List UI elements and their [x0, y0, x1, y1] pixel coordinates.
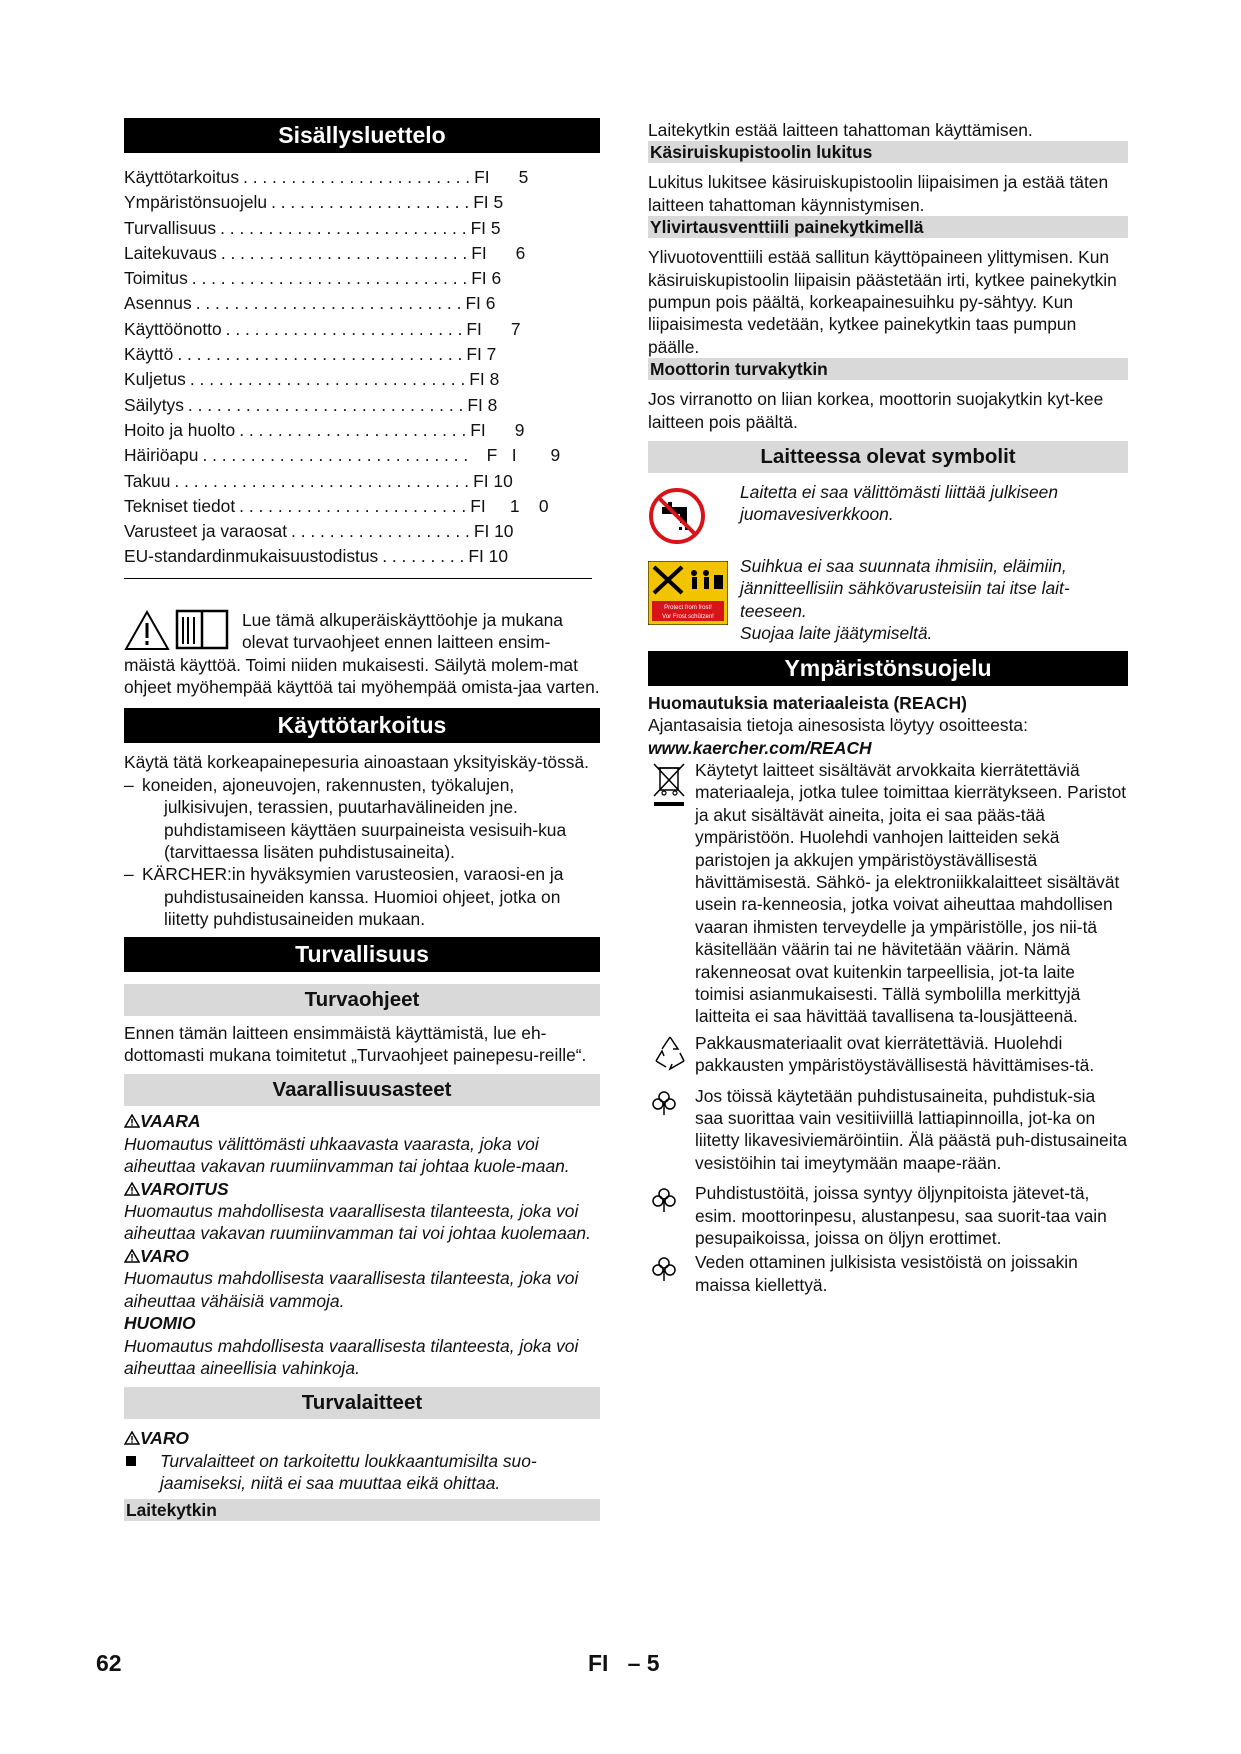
symbol-row-water	[648, 481, 1128, 545]
moottori-text: Jos virranotto on liian korkea, moottorin suojakytkin kyt-kee laitteen pois päältä.	[648, 389, 1104, 432]
warning-icon	[124, 1431, 140, 1445]
heading-laitekytkin: Laitekytkin	[124, 1499, 600, 1521]
turvalaitteet-bullet: Turvalaitteet on tarkoitettu loukkaantumisilta suo-jaamiseksi, niitä ei saa muuttaa eikä ohittaa.	[124, 1450, 600, 1495]
toc-page: FI 10	[473, 470, 513, 491]
toc-dots: . . . . . . . . . . . . . . . . . . . . . . . . . . . . .	[191, 268, 468, 289]
toc-dots: . . . . . . . . . . . . . . . . . . . . . . . .	[239, 419, 467, 440]
toc-row[interactable]	[124, 367, 592, 392]
toc-page: FI 6	[471, 268, 502, 289]
warning-icon	[124, 1182, 140, 1196]
env-item-water-intake: Veden ottaminen julkisista vesistöistä on joissakin maissa kiellettyä.	[648, 1251, 1128, 1296]
varo-text: Huomautus mahdollisesta vaarallisesta tilanteesta, joka voi aiheuttaa vähäisiä vammoja.	[124, 1268, 579, 1311]
toc-row[interactable]	[124, 342, 592, 367]
toc-dots: . . . . . . . . . . . . . . . . . . . . . . . . . . . . .	[187, 394, 464, 415]
manual-book-icon	[174, 609, 230, 651]
intro-text-rest: mäistä käyttöä. Toimi niiden mukaisesti. Säilytä molem-mat ohjeet myöhempää käyttöä tai myöhempää omista-jaa varten.	[124, 654, 600, 697]
env-item-oil-wastewater: Puhdistustöitä, joissa syntyy öljynpitoista jätevet-tä, esim. moottorinpesu, alustanpesu, saa suorit-taa vain pesupaikoissa, joissa on öljyn erottimet.	[648, 1182, 1128, 1249]
toc-label: Hoito ja huolto	[124, 419, 236, 440]
square-bullet-icon	[126, 1456, 136, 1466]
toc-label: Varusteet ja varaosat	[124, 521, 288, 542]
env-item-weee: Käytetyt laitteet sisältävät arvokkaita kierrätettäviä materiaaleja, jotka tulee toimittaa kierrätykseen. Paristot ja akut sisältävät aineita, joita ei saa pääs-tää ympäristöön. Huolehdi vanhojen laitteiden sekä paristojen ja akkujen ympäristöystävällisestä hävittämisestä. Sähkö- ja elektroniikkalaitteet sisältävät usein ra-kenneosia, jotka voivat aiheuttaa mahdollisen vaaran ihmisten terveydelle ja ympäristölle, jos nii-tä käsitellään väärin tai ne hävitetään väärin. Nämä rakenneosat ovat kuitenkin tarpeellisia, jot-ta laite toimisi asianmukaisesti. Tällä symbolilla merkittyjä laitteita ei saa hävittää tavallisena ta-lousjätteenä.	[648, 759, 1128, 1028]
heading-ymparistonsuojelu: Ympäristönsuojelu	[648, 651, 1128, 686]
toc-page: F I 9	[472, 445, 561, 466]
vaara-text: Huomautus välittömästi uhkaavasta vaarasta, joka voi aiheuttaa vakavan ruumiinvamman tai johtaa kuole-maan.	[124, 1133, 570, 1177]
toc-label: EU-standardinmukaisuustodistus	[124, 546, 379, 567]
heading-kayttotarkoitus: Käyttötarkoitus	[124, 708, 600, 743]
toc-row[interactable]	[124, 241, 592, 266]
reach-link[interactable]: www.kaercher.com/REACH	[648, 737, 872, 758]
warning-icon	[124, 1114, 140, 1128]
varoitus-label: VAROITUS	[124, 1178, 600, 1200]
env-item-packaging: Pakkausmateriaalit ovat kierrätettäviä. Huolehdi pakkausten ympäristöystävällisestä hävittämises-tä.	[648, 1032, 1128, 1077]
symbol-frost-text: Suojaa laite jäätymiseltä.	[740, 623, 933, 644]
ylivirtaus-text: Ylivuotoventtiili estää sallitun käyttöpaineen ylittymisen. Kun käsiruiskupistoolin liipaisin päästetään irti, kytkee painekytkin pumpun pois päältä, korkeapainesuihku py-sähtyy. Kun liipaisimesta vedetään, kytkee painekytkin taas pumpun päälle.	[648, 247, 1117, 357]
toc-row[interactable]	[124, 418, 592, 443]
warning-icon	[124, 1249, 140, 1263]
toc-label: Turvallisuus	[124, 217, 217, 238]
jet-warning-label-2: Vor Frost schützen!	[662, 614, 714, 621]
no-drinking-water-connection-icon	[648, 487, 706, 545]
toc-row[interactable]	[124, 216, 592, 241]
intro-block	[124, 609, 600, 699]
toc-dots: . . . . . . . . . . . . . . . . . . . . . . . . . . . .	[195, 293, 462, 314]
toc-page: FI 6	[471, 242, 526, 263]
left-column	[124, 118, 600, 1521]
warning-triangle-icon	[124, 609, 170, 651]
recycling-icon	[650, 1033, 690, 1073]
kaytto-list-item: – koneiden, ajoneuvojen, rakennusten, työkalujen, julkisivujen, terassien, puutarhavälineiden jne. puhdistamiseen käyttäen suurpaineista vesisuih-kua (tarvittaessa lisäten puhdistusaineita).	[124, 774, 567, 862]
toc-dots: . . . . . . . . . . . . . . . . . . . . . . . . . .	[220, 242, 468, 263]
intro-text-first: Lue tämä alkuperäiskäyttöohje ja mukana olevat turvaohjeet ennen laitteen ensim-	[242, 609, 563, 653]
toc-dots: . . . . . . . . . . . . . . . . . . . . . . . . . . . .	[202, 445, 469, 466]
toc-page: FI 10	[473, 521, 514, 542]
toc-dots: . . . . . . . . . . . . . . . . . . .	[291, 521, 470, 542]
right-column	[648, 119, 1128, 1296]
toc-dots: . . . . . . . . . . . . . . . . . . . . . . . . . . . . . .	[177, 344, 463, 365]
toc-row[interactable]	[124, 291, 592, 316]
toc-label: Häiriöapu	[124, 445, 199, 466]
toc-page: FI 8	[467, 394, 498, 415]
toc-label: Laitekuvaus	[124, 242, 217, 263]
toc-page: FI 5	[470, 217, 501, 238]
toc-page: FI 1 0	[470, 495, 549, 516]
toc-row[interactable]	[124, 519, 592, 544]
toc-row[interactable]	[124, 165, 592, 190]
toc-page: FI 5	[474, 167, 529, 187]
varo-label: VARO	[124, 1245, 600, 1267]
page-number-left: 62	[96, 1650, 122, 1676]
heading-turvalaitteet: Turvalaitteet	[124, 1387, 600, 1419]
toc-dots: . . . . . . . . .	[382, 546, 465, 567]
toc-label: Käyttötarkoitus	[124, 167, 240, 187]
toc-page: FI 6	[465, 293, 496, 314]
varo2-label: VARO	[124, 1427, 600, 1449]
jet-warning-label-1: Protect from frost!	[664, 605, 712, 612]
toc-row[interactable]	[124, 190, 592, 215]
toc-label: Toimitus	[124, 268, 188, 289]
toc-row[interactable]	[124, 317, 592, 342]
huomio-text: Huomautus mahdollisesta vaarallisesta tilanteesta, joka voi aiheuttaa aineellisia vahinkoja.	[124, 1335, 579, 1378]
environment-care-icon	[650, 1255, 678, 1283]
symbol-water-text: Laitetta ei saa välittömästi liittää julkiseen juomavesiverkkoon.	[740, 482, 1059, 525]
symbol-row-jet	[648, 555, 1128, 645]
reach-title: Huomautuksia materiaaleista (REACH)	[648, 692, 967, 713]
toc-row[interactable]	[124, 443, 592, 468]
toc-label: Ympäristönsuojelu	[124, 192, 268, 213]
toc-row[interactable]	[124, 544, 592, 569]
toc-row[interactable]	[124, 266, 592, 291]
toc-row[interactable]	[124, 393, 592, 418]
heading-symbolit: Laitteessa olevat symbolit	[648, 441, 1128, 473]
environment-care-icon	[650, 1186, 678, 1214]
vaara-label: VAARA	[124, 1110, 600, 1132]
toc-dots: . . . . . . . . . . . . . . . . . . . . . . . .	[243, 167, 471, 187]
toc-row[interactable]	[124, 494, 592, 519]
laitekytkin-text: Laitekytkin estää laitteen tahattoman käyttämisen.	[648, 120, 1033, 140]
environment-care-icon	[650, 1089, 678, 1117]
toc-title: Sisällysluettelo	[124, 118, 600, 153]
toc-label: Kuljetus	[124, 369, 186, 390]
kaytto-text: Käytä tätä korkeapainepesuria ainoastaan yksityiskäy-tössä.	[124, 752, 589, 773]
toc-label: Takuu	[124, 470, 171, 491]
heading-turvallisuus: Turvallisuus	[124, 937, 600, 972]
heading-lukitus: Käsiruiskupistoolin lukitus	[648, 141, 1128, 163]
toc-dots: . . . . . . . . . . . . . . . . . . . . . . . . . .	[220, 217, 467, 238]
heading-moottori: Moottorin turvakytkin	[648, 358, 1128, 380]
page-number-center: FI – 5	[588, 1650, 660, 1676]
jet-warning-icon	[648, 561, 728, 625]
toc-label: Käyttö	[124, 344, 174, 365]
reach-text: Ajantasaisia tietoja ainesosista löytyy osoitteesta:	[648, 715, 1028, 736]
toc-page: FI 9	[470, 419, 525, 440]
toc-dots: . . . . . . . . . . . . . . . . . . . . . . . . . . . . .	[189, 369, 466, 390]
varoitus-text: Huomautus mahdollisesta vaarallisesta tilanteesta, joka voi aiheuttaa vakavan ruumiinvamman tai voi johtaa kuolemaan.	[124, 1201, 591, 1244]
toc-dots: . . . . . . . . . . . . . . . . . . . . . . . .	[239, 495, 467, 516]
huomio-label: HUOMIO	[124, 1313, 196, 1334]
toc-row[interactable]	[124, 469, 592, 494]
toc-dots: . . . . . . . . . . . . . . . . . . . . . . . . .	[225, 318, 463, 339]
crossed-out-bin-icon	[650, 760, 690, 808]
toc-label: Säilytys	[124, 394, 184, 415]
toc-label: Tekniset tiedot	[124, 495, 236, 516]
toc-page: FI 5	[473, 192, 504, 213]
kaytto-list-item: – KÄRCHER:in hyväksymien varusteosien, varaosi-en ja puhdistusaineiden kanssa. Huomioi ohjeet, jotka on liitetty puhdistusaineiden mukaan.	[124, 864, 564, 930]
toc-label: Asennus	[124, 293, 192, 314]
toc-dots: . . . . . . . . . . . . . . . . . . . . .	[271, 192, 470, 213]
toc-page: FI 8	[469, 369, 500, 390]
toc-dots: . . . . . . . . . . . . . . . . . . . . . . . . . . . . . . .	[174, 470, 470, 491]
table-of-contents	[124, 165, 592, 579]
toc-page: FI 7	[466, 344, 497, 365]
toc-page: FI 7	[466, 318, 521, 339]
toc-page: FI 10	[468, 546, 509, 567]
env-item-detergents: Jos töissä käytetään puhdistusaineita, puhdistuk-sia saa suorittaa vain vesitiiviillä lattiapinnoilla, jot-ka on liitetty likavesiviemäröintiin. Älä päästä puh-distusaineita vesistöihin tai imeytymään maape-rään.	[648, 1085, 1128, 1175]
lukitus-text: Lukitus lukitsee käsiruiskupistoolin liipaisimen ja estää täten laitteen tahattoman käynnistymisen.	[648, 172, 1109, 215]
heading-turvaohjeet: Turvaohjeet	[124, 984, 600, 1016]
toc-label: Käyttöönotto	[124, 318, 222, 339]
heading-ylivirtaus: Ylivirtausventtiili painekytkimellä	[648, 216, 1128, 238]
symbol-jet-text: Suihkua ei saa suunnata ihmisiin, eläimiin, jännitteellisiin sähkövarusteisiin tai itse lait-teeseen.	[740, 556, 1070, 621]
turvaohjeet-text: Ennen tämän laitteen ensimmäistä käyttämistä, lue eh-dottomasti mukana toimitetut „Turvaohjeet painepesu-reille“.	[124, 1022, 587, 1066]
heading-vaarallisuusasteet: Vaarallisuusasteet	[124, 1074, 600, 1106]
